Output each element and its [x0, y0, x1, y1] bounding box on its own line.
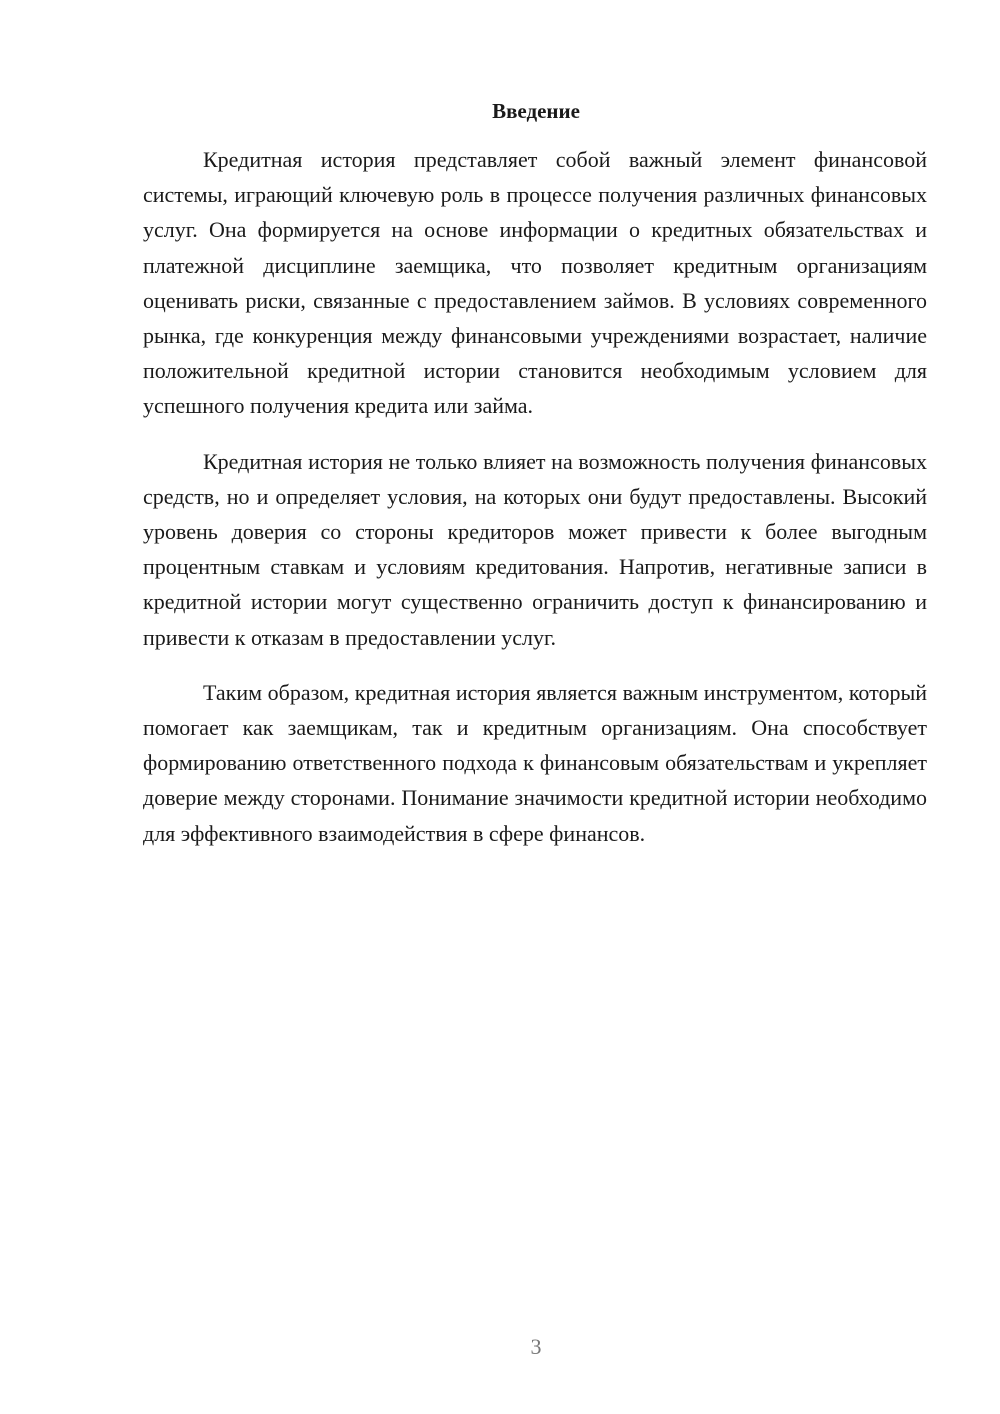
document-body: [143, 142, 927, 871]
paragraph-2: Кредитная история не только влияет на возможность получения финансовых средств, но и определяет условия, на которых они будут предоставлены. Высокий уровень доверия со стороны кредиторов может привести к более выгодным процентным ставкам и условиям кредитования. Напротив, негативные записи в кредитной истории могут существенно ограничить доступ к финансированию и привести к отказам в предоставлении услуг.: [143, 448, 927, 650]
page-title: Введение: [492, 99, 580, 123]
paragraph-1: Кредитная история представляет собой важный элемент финансовой системы, играющий ключевую роль в процессе получения различных финансовых услуг. Она формируется на основе информации о кредитных обязательствах и платежной дисциплине заемщика, что позволяет кредитным организациям оценивать риски, связанные с предоставлением займов. В условиях современного рынка, где конкуренция между финансовыми учреждениями возрастает, наличие положительной кредитной истории становится необходимым условием для успешного получения кредита или займа.: [143, 147, 927, 419]
page-number: 3: [530, 1334, 542, 1359]
paragraph-3: Таким образом, кредитная история является важным инструментом, который помогает как заемщикам, так и кредитным организациям. Она способствует формированию ответственного подхода к финансовым обязательствам и укрепляет доверие между сторонами. Понимание значимости кредитной истории необходимо для эффективного взаимодействия в сфере финансов.: [143, 679, 927, 846]
